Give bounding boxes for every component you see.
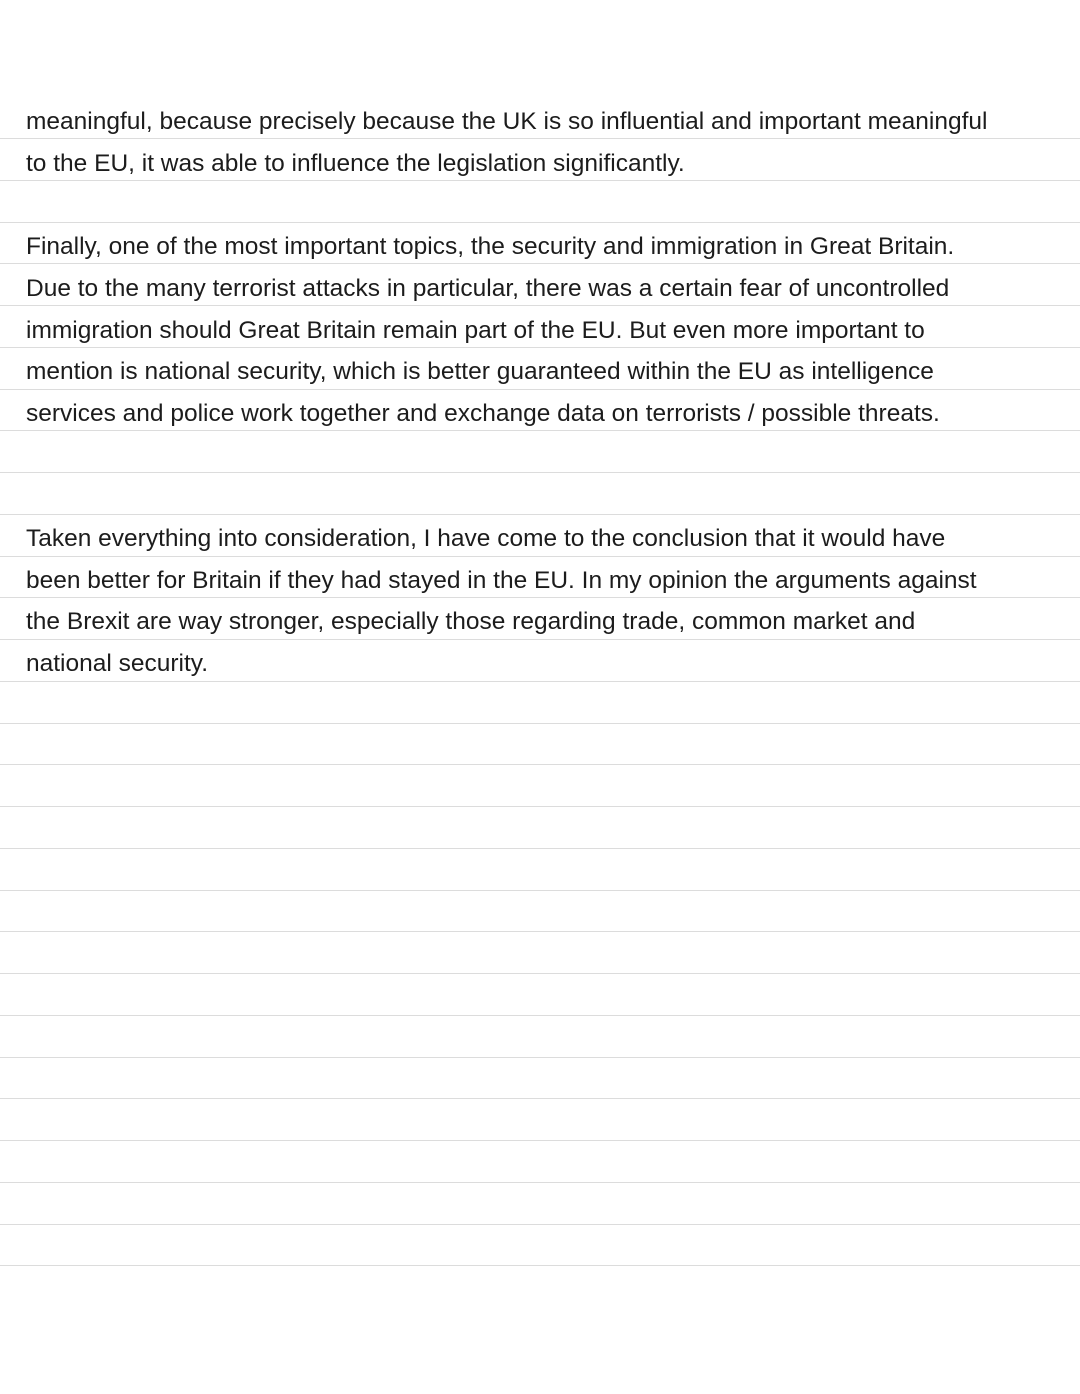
ruled-line [0,347,1080,348]
text-line: services and police work together and exchange data on terrorists / possible threats. [26,400,940,427]
ruled-line [0,1140,1080,1141]
ruled-line [0,973,1080,974]
ruled-line [0,472,1080,473]
ruled-line [0,222,1080,223]
ruled-line [0,597,1080,598]
ruled-line [0,556,1080,557]
ruled-line [0,180,1080,181]
ruled-line [0,263,1080,264]
text-line: been better for Britain if they had stayed in the EU. In my opinion the arguments against [26,567,977,594]
text-line: immigration should Great Britain remain part of the EU. But even more important to [26,317,925,344]
ruled-line [0,1224,1080,1225]
text-line: Due to the many terrorist attacks in particular, there was a certain fear of uncontrolled [26,275,950,302]
ruled-line [0,848,1080,849]
ruled-line [0,764,1080,765]
text-line: Finally, one of the most important topics, the security and immigration in Great Britain. [26,233,955,260]
ruled-line [0,138,1080,139]
text-line: national security. [26,650,209,677]
text-line: Taken everything into consideration, I have come to the conclusion that it would have [26,525,946,552]
ruled-line [0,389,1080,390]
ruled-line [0,1182,1080,1183]
ruled-line [0,723,1080,724]
ruled-line [0,639,1080,640]
ruled-line [0,806,1080,807]
text-line: meaningful, because precisely because the UK is so influential and important meaningful [26,108,988,135]
ruled-line [0,430,1080,431]
ruled-line [0,931,1080,932]
ruled-line [0,890,1080,891]
ruled-line [0,1015,1080,1016]
ruled-line [0,681,1080,682]
text-line: the Brexit are way stronger, especially those regarding trade, common market and [26,608,916,635]
ruled-line [0,514,1080,515]
ruled-line [0,1057,1080,1058]
ruled-line [0,305,1080,306]
ruled-line [0,1098,1080,1099]
ruled-line [0,1265,1080,1266]
text-line: to the EU, it was able to influence the legislation significantly. [26,150,685,177]
text-line: mention is national security, which is better guaranteed within the EU as intelligence [26,358,934,385]
